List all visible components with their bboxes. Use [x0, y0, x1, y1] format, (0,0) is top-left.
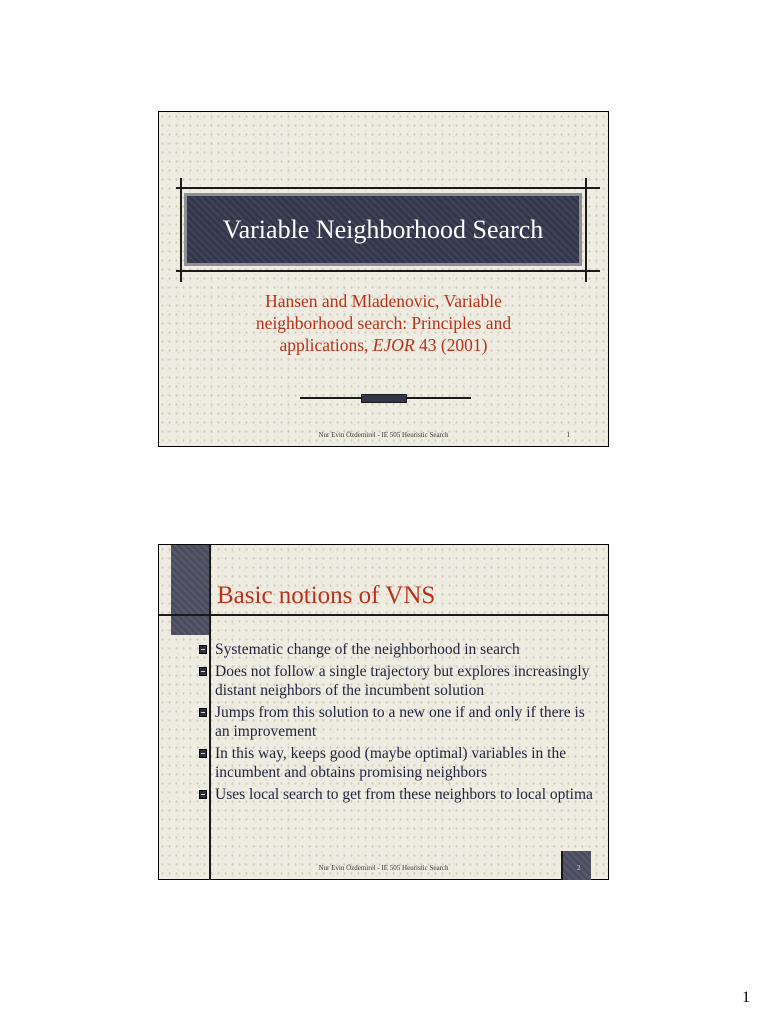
frame-line-top	[176, 187, 600, 189]
bullet-icon	[199, 708, 207, 717]
slide-1-title: Variable Neighborhood Search	[222, 215, 544, 244]
subtitle-line-3-pre: applications,	[279, 335, 373, 355]
decorative-horizontal-line	[159, 614, 608, 616]
slide-2	[158, 544, 609, 880]
slide-2-title: Basic notions of VNS	[217, 582, 436, 609]
bullet-icon	[199, 749, 207, 758]
decorative-vertical-bar	[171, 545, 210, 635]
bullet-item	[199, 640, 599, 659]
bullet-item	[199, 703, 599, 741]
subtitle-line-2: neighborhood search: Principles and	[255, 313, 512, 333]
slide-2-footer: Nur Evin Özdemirel - IE 505 Heuristic Search	[318, 864, 449, 872]
bullet-text: Jumps from this solution to a new one if and only if there is an improvement	[215, 704, 585, 740]
subtitle-line-3	[199, 334, 568, 356]
bullet-list	[199, 640, 599, 807]
bullet-text: Uses local search to get from these neighbors to local optima	[215, 786, 593, 803]
decorative-bar	[361, 394, 407, 403]
bullet-icon	[199, 645, 207, 654]
subtitle-line-1: Hansen and Mladenovic, Variable	[265, 291, 502, 311]
bullet-item	[199, 785, 599, 804]
bullet-text: Does not follow a single trajectory but explores increasingly distant neighbors of the incumbent solution	[215, 663, 590, 699]
slide-1-subtitle	[199, 290, 568, 356]
bullet-text: In this way, keeps good (maybe optimal) variables in the incumbent and obtains promising neighbors	[215, 745, 567, 781]
page-number: 1	[742, 989, 750, 1006]
frame-line-right	[585, 178, 587, 282]
frame-line-left	[180, 178, 182, 282]
slide-1-footer: Nur Evin Özdemirel - IE 505 Heuristic Search	[318, 431, 449, 439]
frame-line-bottom	[176, 270, 600, 272]
subtitle-line-3-post: 43 (2001)	[414, 335, 488, 355]
slide-1	[158, 111, 609, 447]
bullet-icon	[199, 667, 207, 676]
bullet-item	[199, 744, 599, 782]
bullet-text: Systematic change of the neighborhood in search	[215, 641, 520, 658]
title-box	[184, 193, 582, 266]
slide-1-number: 1	[566, 431, 570, 439]
bullet-item	[199, 662, 599, 700]
bullet-icon	[199, 790, 207, 799]
journal-name: EJOR	[372, 335, 415, 355]
slide-2-number: 2	[577, 864, 581, 872]
